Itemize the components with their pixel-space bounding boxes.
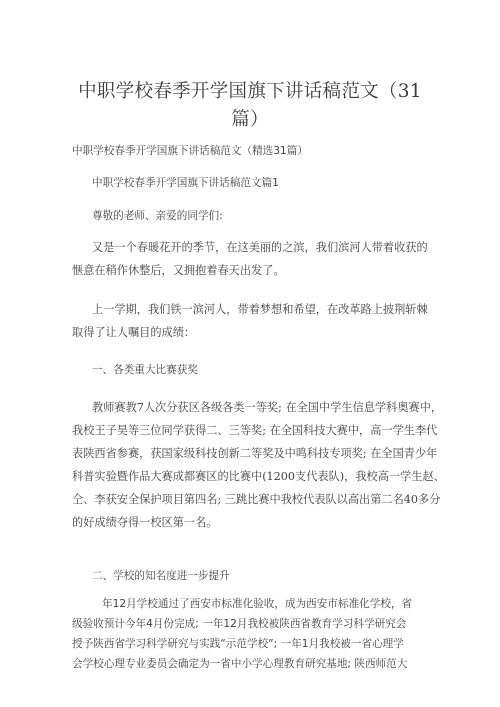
greeting-text: 尊敬的老师、亲爱的同学们:: [92, 210, 223, 222]
paragraph-line: 教师赛教7人次分获区各级各类一等奖; 在全国中学生信息学科奥赛中，: [92, 401, 443, 414]
document-subtitle: [72, 140, 432, 163]
paragraph-line: 的好成绩夺得一校区第一名。: [72, 516, 218, 529]
heading-1: [92, 359, 452, 382]
paragraph-line: 授予陕西省学习科学研究与实践“示范学校”; 一年1月我校被一省心理学: [72, 638, 404, 650]
greeting: [92, 205, 452, 228]
heading-2: [92, 565, 452, 588]
paragraph-line: 会学校心理专业委员会确定为一省中小学心理教育研究基地; 陕西师范大: [72, 658, 408, 670]
paragraph-3: [72, 396, 452, 534]
paragraph-line: 科普实验暨作品大赛成都赛区的比赛中(1200支代表队)，我校高一学生赵、: [72, 470, 445, 483]
paragraph-4: [72, 594, 452, 674]
section-heading-text: 中职学校春季开学国旗下讲话稿范文篇1: [92, 177, 279, 189]
paragraph-line: 年12月学校通过了西安市标准化验收，成为西安市标准化学校，省: [102, 598, 413, 610]
heading-2-text: 二、学校的知名度进一步提升: [92, 570, 230, 582]
document-title: [70, 78, 430, 134]
title-line-1: 中职学校春季开学国旗下讲话稿范文（31: [78, 81, 422, 102]
paragraph-line: 惬意在稍作休整后，又拥抱着春天出发了。: [72, 264, 285, 277]
paragraph-line: 级验收预计今年4月份完成; 一年12月我校被陕西省教育学习科学研究会: [72, 618, 407, 630]
heading-1-text: 一、各类重大比赛获奖: [92, 364, 198, 376]
paragraph-1: [72, 236, 452, 282]
title-line-2: 篇）: [231, 109, 269, 130]
paragraph-line: 我校王子昊等三位同学获得二、三等奖; 在全国科技大赛中，高一学生李代: [72, 424, 438, 437]
paragraph-line: 又是一个春暖花开的季节，在这美丽的之滨，我们滨河人带着收获的: [92, 241, 428, 254]
paragraph-line: 上一学期，我们铁一滨河人，带着梦想和希望，在改革路上披荆斩棘: [92, 303, 428, 316]
paragraph-line: 仝、李获安全保护项目第四名; 三跳比赛中我校代表队以高出第二名40多分: [72, 493, 441, 506]
section-heading: [92, 172, 452, 195]
paragraph-line: 取得了让人嘱目的成绩：: [72, 326, 196, 339]
paragraph-2: [72, 298, 452, 344]
paragraph-line: 表陕西省参赛，获国家级科技创新二等奖及中鸣科技专项奖; 在全国青少年: [72, 447, 438, 460]
subtitle-text: 中职学校春季开学国旗下讲话稿范文（精选31篇）: [72, 145, 308, 157]
